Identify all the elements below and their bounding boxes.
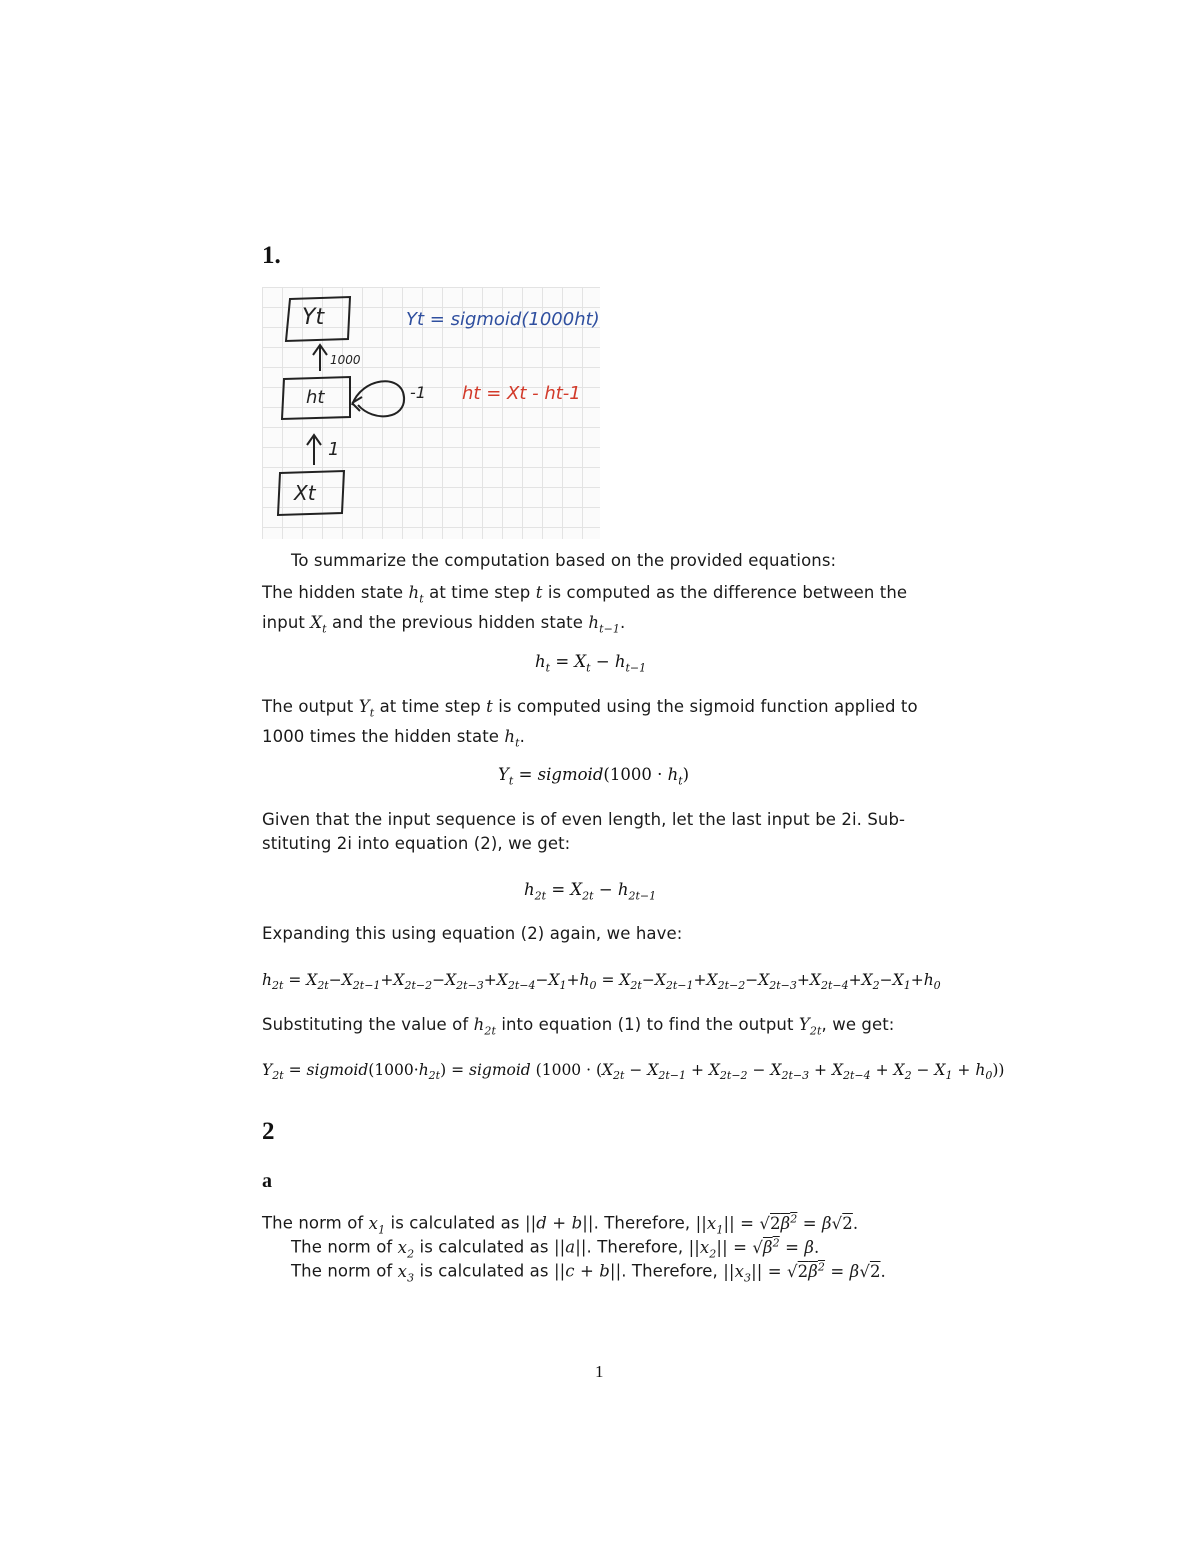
math-inline: $h_{2t}$ [473, 1015, 496, 1038]
math-inline: $||x_3|| = √2\beta^2 = \beta√2$. [723, 1260, 886, 1284]
text-span: The hidden state [262, 583, 409, 602]
math-inline: ||c + b|| [553, 1261, 622, 1281]
section-heading-1: 1. [262, 242, 281, 269]
text-span: The norm of [291, 1261, 398, 1281]
page-number: 1 [595, 1362, 604, 1381]
text-span: Substituting the value of [262, 1015, 474, 1034]
text-span: is calculated as [414, 1237, 554, 1257]
text-span: The output [262, 697, 359, 716]
math-inline: $h_{t-1}$ [588, 613, 620, 636]
text-span: is calculated as [385, 1213, 525, 1233]
text-line: Given that the input sequence is of even length, let the last input be 2i. Sub- [262, 810, 906, 829]
paragraph-hidden-state [262, 581, 942, 642]
paragraph-substituting [262, 1013, 894, 1043]
math-inline: $x_1$ [368, 1213, 386, 1236]
paragraph-expanding: Expanding this using equation (2) again, we have: [262, 924, 683, 943]
norm-line-x3 [291, 1255, 886, 1290]
math-inline: $Y_t$ [358, 697, 375, 720]
math-inline: $x_2$ [397, 1237, 415, 1260]
paragraph-output [262, 695, 942, 756]
node-label-h: ht [306, 387, 325, 408]
text-span: , we get: [821, 1015, 895, 1034]
node-label-y: Yt [302, 305, 325, 330]
text-span: The norm of [262, 1213, 369, 1233]
intro-text: To summarize the computation based on the provided equations: [291, 551, 837, 570]
math-inline: $x_3$ [397, 1261, 415, 1284]
math-inline: $h_t$ [504, 727, 520, 750]
text-span: into equation (1) to find the output [495, 1015, 799, 1034]
section-heading-2: 2 [262, 1118, 275, 1145]
equation-hidden-state: $h_t = X_t - h_{t-1}$ [535, 652, 647, 675]
equation-output: $Y_t$ = sigmoid(1000 · $h_t$) [498, 765, 690, 788]
text-span: is computed using the sigmoid function applied to [492, 697, 918, 716]
weight-output-label: 1000 [330, 353, 361, 367]
text-span: at time step [374, 697, 487, 716]
text-span: . Therefore, [593, 1213, 696, 1233]
text-span: is computed as the difference between the [542, 583, 908, 602]
text-span: at time step [423, 583, 536, 602]
equation-expanded: $h_{2t} = X_{2t}-X_{2t-1}+X_{2t-2}-X_{2t-3}+X_{2t-4}-X_1+h_0 = X_{2t}-X_{2t-1}+X_{2t-2}-X_{2t-3}+X_{2t-4}+X_2-X_1+h_0$ [262, 971, 941, 993]
handwritten-output-equation: Yt = sigmoid(1000ht) [406, 309, 600, 330]
math-inline: ||a|| [553, 1237, 587, 1257]
text-span: and the previous hidden state [326, 613, 589, 633]
subsection-heading-a: a [262, 1170, 272, 1192]
text-span: is calculated as [414, 1261, 554, 1281]
text-span: . [519, 727, 525, 747]
text-line: stituting 2i into equation (2), we get: [262, 834, 571, 853]
rnn-diagram-figure [262, 287, 600, 539]
text-span: input [262, 613, 311, 633]
equation-h2t: $h_{2t} = X_{2t} - h_{2t-1}$ [524, 880, 657, 903]
text-span: . Therefore, [621, 1261, 724, 1281]
arrow-up-icon [307, 435, 321, 465]
text-span: 1000 times the hidden state [262, 727, 505, 747]
node-label-x: Xt [294, 481, 316, 505]
weight-input-label: 1 [328, 439, 340, 460]
math-inline: $Y_{2t}$ [798, 1015, 822, 1038]
arrow-up-icon [313, 345, 327, 371]
text-span: . Therefore, [586, 1237, 689, 1257]
math-inline: t [486, 697, 493, 716]
equation-final-output: $Y_{2t}$ = $sigmoid(1000\cdot h_{2t})$ = sigmoid $(1000 \cdot (X_{2t} - X_{2t-1} + X_{2t-2} - X_{2t-3} + X_{2t-4} + X_2 - X_1 + h_0))$ [262, 1061, 1005, 1083]
math-inline: $||x_1|| = √2\beta^2 = \beta√2$. [695, 1212, 859, 1236]
math-inline: $||x_2|| = √\beta^2 = \beta$. [688, 1236, 820, 1260]
handwritten-hidden-equation: ht = Xt - ht-1 [462, 383, 581, 404]
weight-recurrent-label: -1 [410, 383, 426, 402]
text-span: . [620, 613, 626, 633]
text-span: The norm of [291, 1237, 398, 1257]
paragraph-even-length [262, 808, 952, 856]
math-inline: $X_t$ [310, 613, 327, 636]
loop-arrowhead-icon [352, 397, 362, 411]
math-inline: $h_t$ [408, 583, 424, 606]
math-inline: ||d + b|| [524, 1213, 594, 1233]
math-inline: t [535, 583, 543, 602]
